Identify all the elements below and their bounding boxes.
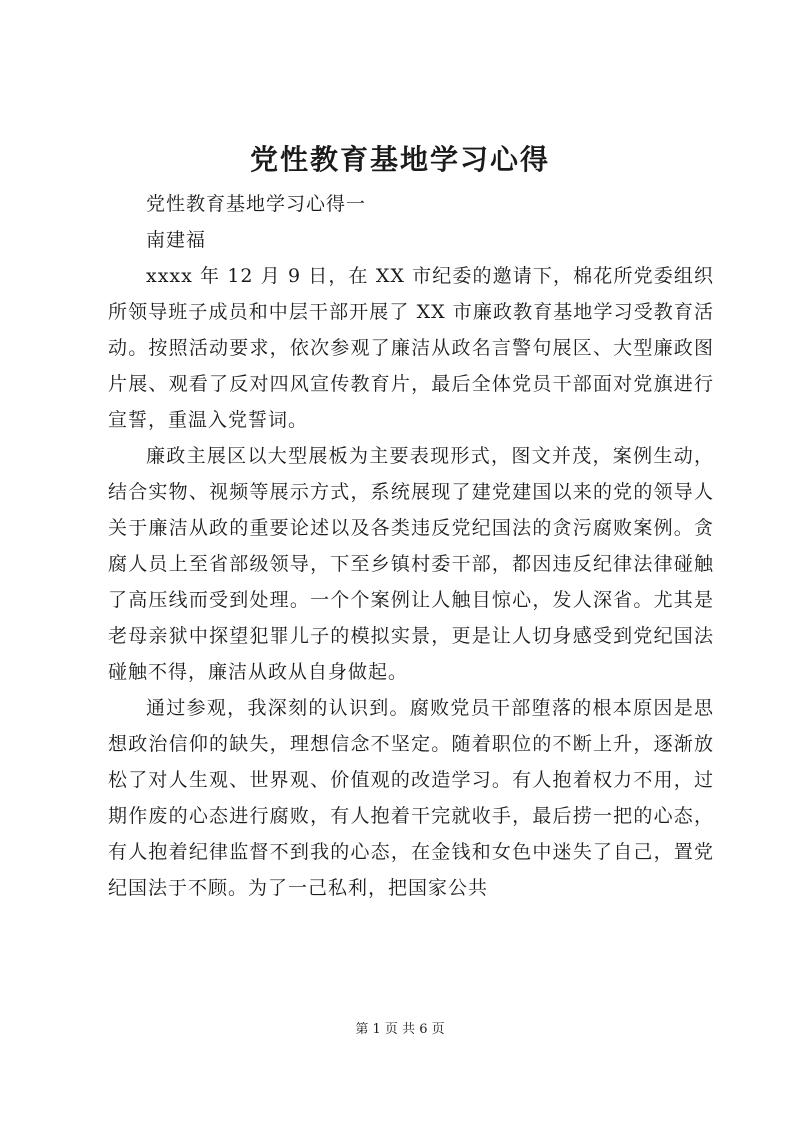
document-body <box>108 186 714 906</box>
page-number-footer: 第 1 页 共 6 页 <box>355 1022 445 1037</box>
document-author: 南建福 <box>146 229 207 251</box>
document-title: 党性教育基地学习心得 <box>249 143 550 176</box>
paragraph: 通过参观，我深刻的认识到。腐败党员干部堕落的根本原因是思想政治信仰的缺失，理想信念不坚定。随着职位的不断上升，逐渐放松了对人生观、世界观、价值观的改造学习。有人抱着权力不用，过期作废的心态进行腐败，有人抱着干完就收手，最后捞一把的心态，有人抱着纪律监督不到我的心态，在金钱和女色中迷失了自己，置党纪国法于不顾。为了一己私利，把国家公共 <box>108 697 714 899</box>
paragraph: 廉政主展区以大型展板为主要表现形式，图文并茂，案例生动，结合实物、视频等展示方式，系统展现了建党建国以来的党的领导人关于廉洁从政的重要论述以及各类违反党纪国法的贪污腐败案例。贪腐人员上至省部级领导，下至乡镇村委干部，都因违反纪律法律碰触了高压线而受到处理。一个个案例让人触目惊心，发人深省。尤其是老母亲狱中探望犯罪儿子的模拟实景，更是让人切身感受到党纪国法碰触不得，廉洁从政从自身做起。 <box>108 445 714 683</box>
paragraph: xxxx 年 12 月 9 日，在 XX 市纪委的邀请下，棉花所党委组织所领导班子成员和中层干部开展了 XX 市廉政教育基地学习受教育活动。按照活动要求，依次参观了廉洁从政名言警句展区、大型廉政图片展、观看了反对四风宣传教育片，最后全体党员干部面对党旗进行宣誓，重温入党誓词。 <box>108 265 714 431</box>
document-subtitle: 党性教育基地学习心得一 <box>146 193 367 215</box>
